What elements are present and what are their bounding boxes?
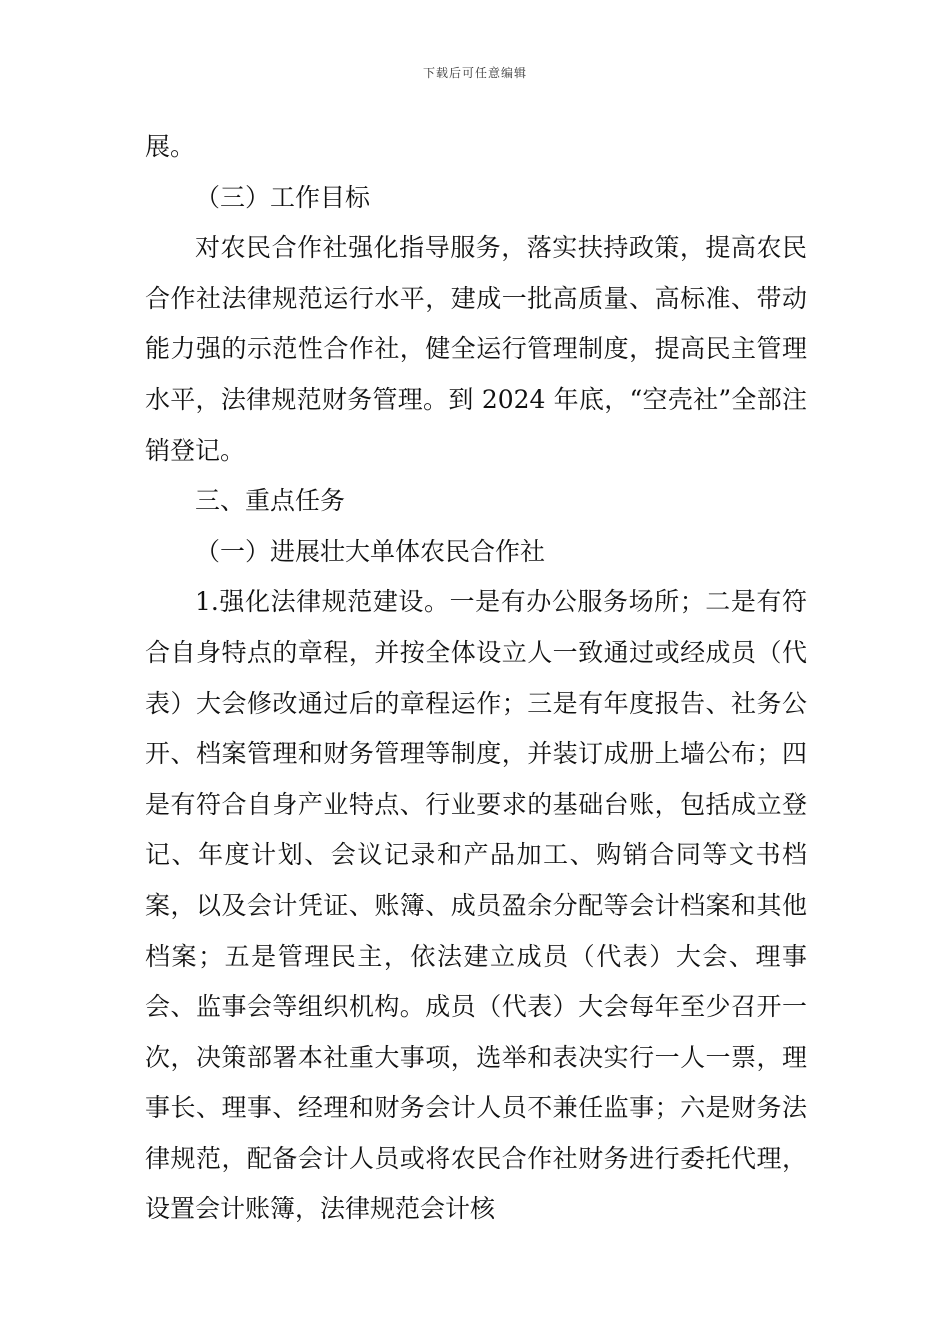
paragraph-work-goals: 对农民合作社强化指导服务，落实扶持政策，提高农民合作社法律规范运行水平，建成一批高质量、高标准、带动能力强的示范性合作社，健全运行管理制度，提高民主管理水平，法律规范财务管理。到 2024 年底，“空壳社”全部注销登记。: [145, 233, 807, 465]
page-header: 下载后可任意编辑: [422, 66, 527, 80]
paragraph-continuation: 展。: [145, 132, 196, 161]
section-heading-key-tasks: 三、重点任务: [195, 486, 346, 516]
subsection-heading-single-cooperatives: （一）进展壮大单体农民合作社: [195, 536, 546, 566]
document-body: [145, 122, 807, 1235]
section-heading-work-goals: （三）工作目标: [195, 182, 371, 212]
paragraph-legal-standardization: 1.强化法律规范建设。一是有办公服务场所；二是有符合自身特点的章程，并按全体设立人一致通过或经成员（代表）大会修改通过后的章程运作；三是有年度报告、社务公开、档案管理和财务管理等制度，并装订成册上墙公布；四是有符合自身产业特点、行业要求的基础台账，包括成立登记、年度计划、会议记录和产品加工、购销合同等文书档案，以及会计凭证、账簿、成员盈余分配等会计档案和其他档案；五是管理民主，依法建立成员（代表）大会、理事会、监事会等组织机构。成员（代表）大会每年至少召开一次，决策部署本社重大事项，选举和表决实行一人一票，理事长、理事、经理和财务会计人员不兼任监事；六是财务法律规范，配备会计人员或将农民合作社财务进行委托代理，设置会计账簿，法律规范会计核: [145, 587, 807, 1224]
